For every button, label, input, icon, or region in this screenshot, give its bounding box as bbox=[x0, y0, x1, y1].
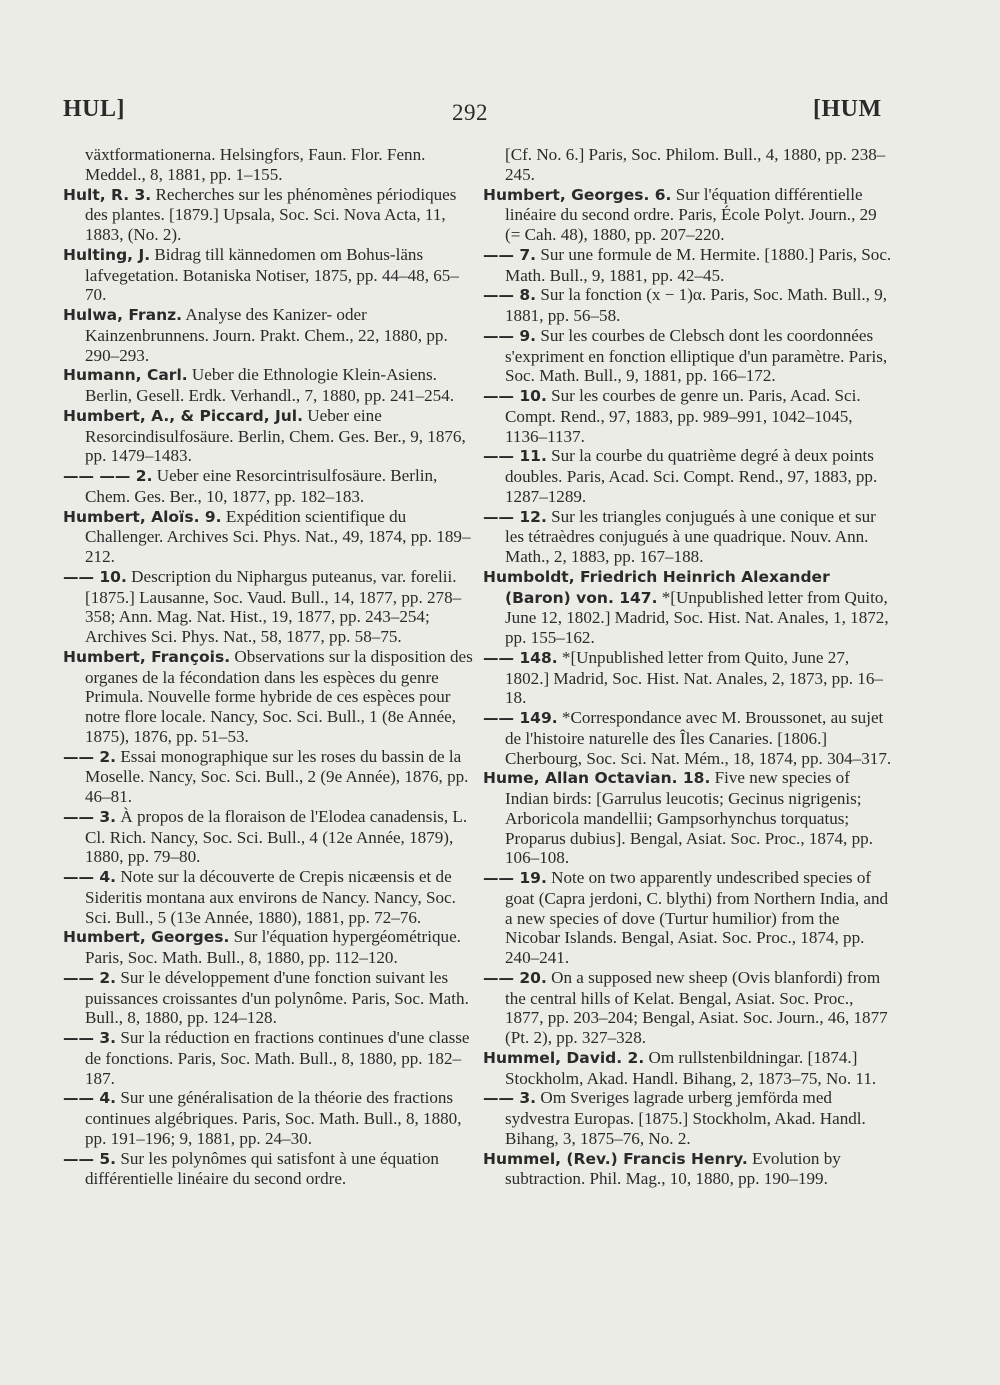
entry-text: Sur le développement d'une fonction suivant les puissances croissantes d'un polynôme. Paris, Soc. Math. Bull., 8, 1880, pp. 124–128. bbox=[85, 967, 469, 1028]
entry-heading: —— —— 2. bbox=[63, 467, 153, 485]
entry-text: Sur les courbes de genre un. Paris, Acad. Sci. Compt. Rend., 97, 1883, pp. 989–991, 1042–1045, 1136–1137. bbox=[505, 386, 861, 446]
entry-heading: —— 10. bbox=[483, 387, 547, 405]
entry-heading: —— 4. bbox=[63, 1089, 117, 1108]
bibliography-entry bbox=[63, 1149, 475, 1190]
entry-text: Expédition scientifique du Challenger. Archives Sci. Phys. Nat., 49, 1874, pp. 189–212. bbox=[85, 506, 471, 566]
entry-heading: Humbert, François. bbox=[63, 647, 231, 666]
bibliography-entry bbox=[483, 326, 895, 386]
entry-text: Recherches sur les phénomènes périodiques des plantes. [1879.] Upsala, Soc. Sci. Nova Acta, 11, 1883, (No. 2). bbox=[85, 184, 457, 244]
entry-heading: —— 8. bbox=[483, 286, 537, 305]
bibliography-entry bbox=[63, 305, 475, 365]
bibliography-entry bbox=[63, 807, 475, 867]
entry-text: Description du Niphargus puteanus, var. forelii. [1875.] Lausanne, Soc. Vaud. Bull., 14, 1877, pp. 278–358; Ann. Mag. Nat. Hist., 19, 1877, pp. 243–254; Archives Sci. Phys. Nat., 58, 1877, pp. 58–75. bbox=[85, 566, 462, 646]
bibliography-entry bbox=[483, 185, 895, 245]
left-column bbox=[63, 145, 475, 1189]
entry-text: *[Unpublished letter from Quito, June 27, 1802.] Madrid, Soc. Hist. Nat. Anales, 2, 1873, pp. 16–18. bbox=[505, 647, 883, 708]
entry-heading: Hulting, J. bbox=[63, 245, 151, 264]
entry-heading: —— 4. bbox=[63, 868, 117, 886]
bibliography-entry bbox=[63, 185, 475, 245]
entry-text: *Correspondance avec M. Broussonet, au sujet de l'histoire naturelle des Îles Canaries. [1806.] Cherbourg, Soc. Sci. Nat. Mém., 18, 1874, pp. 304–317. bbox=[505, 708, 892, 768]
entry-heading: Humbert, Georges. bbox=[63, 928, 230, 947]
entry-text: Ueber eine Resorcintrisulfosäure. Berlin, Chem. Ges. Ber., 10, 1877, pp. 182–183. bbox=[85, 466, 438, 506]
bibliography-entry bbox=[63, 406, 475, 466]
bibliography-entry bbox=[483, 708, 895, 768]
entry-heading: —— 10. bbox=[63, 567, 127, 586]
entry-heading: —— 149. bbox=[483, 709, 558, 727]
bibliography-entry bbox=[483, 386, 895, 446]
entry-text: Essai monographique sur les roses du bassin de la Moselle. Nancy, Soc. Sci. Bull., 2 (9e Année), 1876, pp. 46–81. bbox=[85, 746, 469, 806]
entry-text: Evolution by subtraction. Phil. Mag., 10, 1880, pp. 190–199. bbox=[505, 1148, 841, 1189]
bibliography-entry bbox=[483, 768, 895, 868]
entry-text: växtformationerna. Helsingfors, Faun. Flor. Fenn. Meddel., 8, 1881, pp. 1–155. bbox=[85, 145, 426, 184]
bibliography-entry bbox=[483, 1088, 895, 1148]
entry-text: Om Sveriges lagrade urberg jemförda med sydvestra Europas. [1875.] Stockholm, Akad. Handl. Bihang, 3, 1875–76, No. 2. bbox=[505, 1088, 866, 1148]
entry-heading: Humbert, Georges. 6. bbox=[483, 185, 672, 204]
entry-text: Five new species of Indian birds: [Garrulus leucotis; Gecinus nigrigenis; Arboricola mandellii; Gampsorhynchus torquatus; Proparus dubius]. Bengal, Asiat. Soc. Proc., 1874, pp. 106–108. bbox=[505, 768, 873, 868]
entry-heading: Hume, Allan Octavian. 18. bbox=[483, 769, 711, 788]
bibliography-entry bbox=[63, 747, 475, 807]
entry-heading: —— 148. bbox=[483, 648, 558, 667]
entry-text: Observations sur la disposition des organes de la fécondation dans les espèces du genre Primula. Nouvelle forme hybride de ces espèces pour notre flore locale. Nancy, Soc. Sci. Bull., 1 (8e Année, 1875), 1876, pp. 51–53. bbox=[85, 646, 473, 746]
entry-text: On a supposed new sheep (Ovis blanfordi) from the central hills of Kelat. Bengal, Asiat. Soc. Proc., 1877, pp. 203–204; Bengal, Asiat. Soc. Journ., 46, 1877 (Pt. 2), pp. 327–328. bbox=[505, 967, 888, 1047]
entry-text: [Cf. No. 6.] Paris, Soc. Philom. Bull., 4, 1880, pp. 238–245. bbox=[505, 145, 886, 184]
page-number: 292 bbox=[452, 100, 488, 125]
bibliography-entry bbox=[483, 648, 895, 708]
entry-text: Ueber eine Resorcindisulfosäure. Berlin, Chem. Ges. Ber., 9, 1876, pp. 1479–1483. bbox=[85, 405, 466, 466]
bibliography-entry bbox=[483, 968, 895, 1048]
entry-text: Sur l'équation différentielle linéaire du second ordre. Paris, École Polyt. Journ., 29 (= Cah. 48), 1880, pp. 207–220. bbox=[505, 184, 877, 244]
entry-text: Sur l'équation hypergéométrique. Paris, Soc. Math. Bull., 8, 1880, pp. 112–120. bbox=[85, 927, 461, 967]
bibliography-entry bbox=[483, 868, 895, 968]
entry-heading: —— 7. bbox=[483, 245, 537, 264]
entry-heading: —— 5. bbox=[63, 1149, 117, 1168]
right-column bbox=[483, 145, 895, 1189]
entry-text: Sur la fonction (x − 1)α. Paris, Soc. Math. Bull., 9, 1881, pp. 56–58. bbox=[505, 285, 888, 325]
entry-heading: Humbert, A., & Piccard, Jul. bbox=[63, 406, 304, 425]
bibliography-entry bbox=[63, 245, 475, 305]
entry-heading: —— 3. bbox=[63, 1029, 117, 1047]
entry-text: Analyse des Kanizer- oder Kainzenbrunnens. Journ. Prakt. Chem., 22, 1880, pp. 290–293. bbox=[85, 305, 448, 365]
entry-heading: Hult, R. 3. bbox=[63, 185, 152, 204]
running-head-left: HUL] bbox=[63, 96, 125, 122]
bibliography-entry bbox=[63, 507, 475, 567]
entry-heading: —— 11. bbox=[483, 447, 547, 466]
bibliography-entry bbox=[63, 867, 475, 927]
bibliography-entry bbox=[63, 968, 475, 1028]
bibliography-entry bbox=[483, 1149, 895, 1190]
entry-heading: —— 12. bbox=[483, 507, 547, 526]
entry-heading: —— 20. bbox=[483, 968, 547, 987]
bibliography-entry bbox=[483, 145, 895, 185]
bibliography-entry bbox=[483, 245, 895, 286]
entry-text: *[Unpublished letter from Quito, June 12, 1802.] Madrid, Soc. Hist. Nat. Anales, 1, 1872, pp. 155–162. bbox=[505, 587, 889, 647]
entry-text: Sur les polynômes qui satisfont à une équation différentielle linéaire du second ordre. bbox=[85, 1148, 439, 1189]
entry-text: Note on two apparently undescribed species of goat (Capra jerdoni, C. blythi) from Northern India, and a new species of dove (Turtur humilior) from the Nicobar Islands. Bengal, Asiat. Soc. Proc., 1874, pp. 240–241. bbox=[505, 868, 889, 967]
entry-text: À propos de la floraison de l'Elodea canadensis, L. Cl. Rich. Nancy, Soc. Sci. Bull., 4 (12e Année, 1879), 1880, pp. 79–80. bbox=[85, 806, 468, 867]
entry-heading: Humbert, Aloïs. 9. bbox=[63, 507, 222, 526]
bibliography-entry bbox=[483, 285, 895, 326]
entry-heading: —— 2. bbox=[63, 968, 117, 987]
bibliography-entry bbox=[63, 647, 475, 747]
bibliography-entry bbox=[63, 567, 475, 647]
entry-text: Sur une formule de M. Hermite. [1880.] Paris, Soc. Math. Bull., 9, 1881, pp. 42–45. bbox=[505, 244, 892, 285]
bibliography-entry bbox=[63, 1028, 475, 1088]
bibliography-entry bbox=[63, 1088, 475, 1148]
entry-heading: Humboldt, Friedrich Heinrich Alexander (Baron) von. 147. bbox=[483, 567, 830, 607]
bibliography-entry bbox=[63, 466, 475, 507]
entry-heading: —— 19. bbox=[483, 869, 547, 887]
entry-heading: Hummel, (Rev.) Francis Henry. bbox=[483, 1149, 748, 1168]
entry-text: Om rullstenbildningar. [1874.] Stockholm, Akad. Handl. Bihang, 2, 1873–75, No. 11. bbox=[505, 1047, 877, 1088]
entry-heading: —— 9. bbox=[483, 326, 537, 345]
entry-text: Sur les triangles conjugués à une conique et sur les tétraèdres conjugués à une quadrique. Nouv. Ann. Math., 2, 1883, pp. 167–188. bbox=[505, 506, 876, 566]
bibliography-entry bbox=[63, 145, 475, 185]
entry-text: Sur la réduction en fractions continues d'une classe de fonctions. Paris, Soc. Math. Bull., 8, 1880, pp. 182–187. bbox=[85, 1028, 470, 1088]
entry-text: Ueber die Ethnologie Klein-Asiens. Berlin, Gesell. Erdk. Verhandl., 7, 1880, pp. 241–254. bbox=[85, 365, 455, 405]
bibliography-entry bbox=[63, 365, 475, 406]
bibliography-entry bbox=[483, 1048, 895, 1089]
entry-text: Sur la courbe du quatrième degré à deux points doubles. Paris, Acad. Sci. Compt. Rend., 97, 1883, pp. 1287–1289. bbox=[505, 446, 878, 506]
entry-heading: Hulwa, Franz. bbox=[63, 306, 183, 324]
entry-text: Bidrag till kännedomen om Bohus-läns lafvegetation. Botaniska Notiser, 1875, pp. 44–48, 65–70. bbox=[85, 244, 459, 305]
bibliography-entry bbox=[483, 507, 895, 567]
entry-heading: —— 2. bbox=[63, 747, 117, 766]
entry-text: Sur une généralisation de la théorie des fractions continues algébriques. Paris, Soc. Math. Bull., 8, 1880, pp. 191–196; 9, 1881, pp. 24–30. bbox=[85, 1088, 462, 1148]
bibliography-entry bbox=[63, 927, 475, 968]
entry-text: Note sur la découverte de Crepis nicæensis et de Sideritis montana aux environs de Nancy. Nancy, Soc. Sci. Bull., 5 (13e Année, 1880), 1881, pp. 72–76. bbox=[85, 867, 456, 927]
entry-heading: —— 3. bbox=[63, 807, 117, 826]
entry-heading: Humann, Carl. bbox=[63, 366, 188, 385]
bibliography-entry bbox=[483, 567, 895, 648]
entry-heading: —— 3. bbox=[483, 1089, 537, 1108]
bibliography-entry bbox=[483, 446, 895, 506]
entry-heading: Hummel, David. 2. bbox=[483, 1048, 645, 1067]
entry-text: Sur les courbes de Clebsch dont les coordonnées s'expriment en fonction elliptique d'un paramètre. Paris, Soc. Math. Bull., 9, 1881, pp. 166–172. bbox=[505, 325, 888, 386]
running-head-right: [HUM bbox=[813, 96, 882, 122]
